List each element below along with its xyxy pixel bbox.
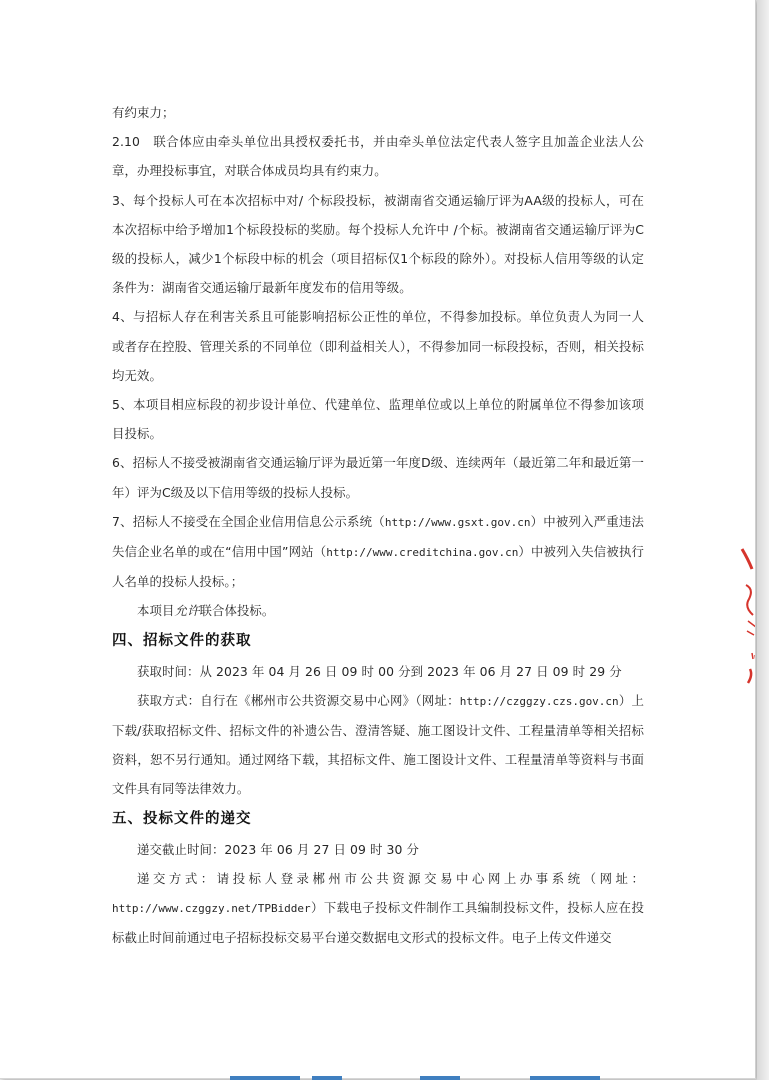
submission-method bbox=[112, 864, 644, 953]
seal-stamp-fragment bbox=[738, 545, 756, 685]
section-4-heading: 四、招标文件的获取 bbox=[112, 632, 252, 649]
submission-method-part-a: 递交方式：请投标人登录郴州市公共资源交易中心网上办事系统（网址： bbox=[137, 870, 644, 886]
submission-method-part-b: ）下载电子投标文件制作工具编制投标文件，投标人应在投标截止时间前通过电子招标投标交易平台递交数据电文形式的投标文件。电子上传文件递交 bbox=[112, 900, 644, 946]
gsxt-url: http://www.gsxt.gov.cn bbox=[384, 515, 531, 529]
obtain-method bbox=[112, 686, 644, 804]
joint-venture-allowed: 允许 bbox=[174, 603, 200, 619]
paragraph-7-part-b: ）中被列入严重违法失信企业名单的或在“信用中国”网站（ bbox=[112, 513, 644, 560]
joint-venture-suffix: 联合体投标。 bbox=[199, 603, 275, 619]
bottom-bar-segment bbox=[530, 1076, 600, 1080]
bottom-bar-segment bbox=[312, 1076, 342, 1080]
submission-deadline: 递交截止时间：2023 年 06 月 27 日 09 时 30 分 bbox=[137, 841, 420, 857]
paragraph-7-part-a: 7、招标人不接受在全国企业信用信息公示系统（ bbox=[112, 513, 385, 529]
czggzy-url: http://czggzy.czs.gov.cn bbox=[459, 694, 619, 708]
document-body bbox=[112, 98, 644, 952]
obtain-method-part-a: 获取方式：自行在《郴州市公共资源交易中心网》（网址： bbox=[137, 692, 460, 708]
viewer-scroll-gutter bbox=[757, 0, 769, 1080]
paragraph-2-10: 2.10 联合体应由牵头单位出具授权委托书，并由牵头单位法定代表人签字且加盖企业法人公章，办理投标事宜，对联合体成员均具有约束力。 bbox=[112, 134, 644, 179]
paragraph-7-part-c: ）中被列入失信被执行人名单的投标人投标。； bbox=[112, 544, 644, 590]
paragraph-joint-venture bbox=[112, 596, 644, 625]
obtain-method-part-b: ）上下载/获取招标文件、招标文件的补遗公告、澄清答疑、施工图设计文件、工程量清单等相关招标资料，恕不另行通知。通过网络下载，其招标文件、施工图设计文件、工程量清单等资料与书面文件具有同等法律效力。 bbox=[112, 692, 644, 797]
tpbidder-url: http://www.czggzy.net/TPBidder bbox=[112, 902, 311, 916]
obtain-time: 获取时间：从 2023 年 04 月 26 日 09 时 00 分到 2023 年 06 月 27 日 09 时 29 分 bbox=[137, 663, 622, 679]
paragraph-3: 3、每个投标人可在本次招标中对/ 个标段投标，被湖南省交通运输厅评为AA级的投标人，可在本次招标中给予增加1个标段投标的奖励。每个投标人允许中 /个标。被湖南省交通运输厅评为C级的投标人，减少1个标段中标的机会（项目招标仅1个标段的除外）。对投标人信用等级的认定条件为：湖南省交通运输厅最新年度发布的信用等级。 bbox=[112, 192, 644, 296]
bottom-bar-segment bbox=[230, 1076, 300, 1080]
creditchina-url: http://www.creditchina.gov.cn bbox=[326, 546, 519, 560]
bottom-bar-segment bbox=[420, 1076, 460, 1080]
paragraph-6: 6、招标人不接受被湖南省交通运输厅评为最近第一年度D级、连续两年（最近第二年和最近第一年）评为C级及以下信用等级的投标人投标。 bbox=[112, 455, 644, 500]
paragraph-binding-tail: 有约束力； bbox=[112, 105, 175, 120]
paragraph-7 bbox=[112, 507, 644, 597]
paragraph-5: 5、本项目相应标段的初步设计单位、代建单位、监理单位或以上单位的附属单位不得参加该项目投标。 bbox=[112, 397, 644, 442]
joint-venture-prefix: 本项目 bbox=[137, 603, 175, 619]
paragraph-4: 4、与招标人存在利害关系且可能影响招标公正性的单位，不得参加投标。单位负责人为同一人或者存在控股、管理关系的不同单位（即利益相关人），不得参加同一标段投标，否则，相关投标均无效。 bbox=[112, 309, 644, 383]
section-5-heading: 五、投标文件的递交 bbox=[112, 810, 252, 827]
